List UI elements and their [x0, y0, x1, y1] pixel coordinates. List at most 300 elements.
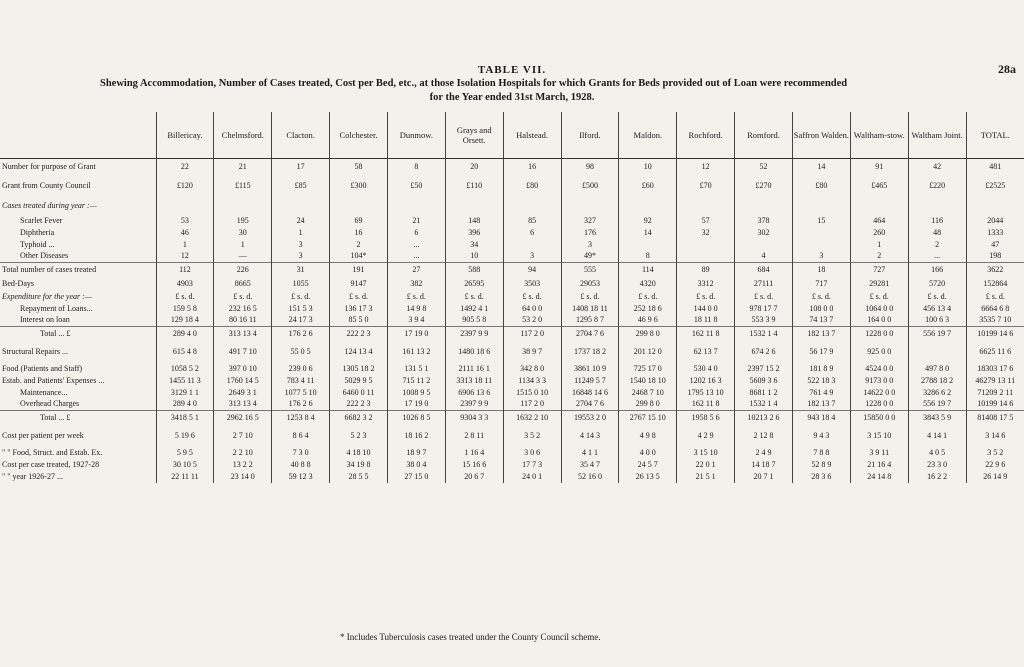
- table-header-row: [0, 112, 1024, 159]
- table-cell: 11249 5 7: [561, 375, 619, 387]
- column-header: Chelmsford.: [214, 112, 272, 159]
- table-cell: 176 2 6: [272, 327, 330, 341]
- table-cell: 491 7 10: [214, 341, 272, 363]
- table-cell: £110: [445, 175, 503, 197]
- table-cell: 289 4 0: [156, 399, 214, 411]
- table-cell: £ s. d.: [214, 291, 272, 303]
- table-cell: 24 5 7: [619, 459, 677, 471]
- table-cell: 3622: [966, 263, 1024, 277]
- table-cell: 1737 18 2: [561, 341, 619, 363]
- column-header: Romford.: [735, 112, 793, 159]
- row-label: Scarlet Fever: [20, 215, 63, 225]
- table-cell: 260: [850, 227, 908, 239]
- table-cell: 3: [503, 251, 561, 263]
- table-cell: 108 0 0: [792, 303, 850, 315]
- table-cell: 46279 13 11: [966, 375, 1024, 387]
- table-cell: 5 19 6: [156, 425, 214, 447]
- table-cell: 22 11 11: [156, 471, 214, 483]
- row-label: Total ... £: [0, 327, 156, 341]
- table-cell: 925 0 0: [850, 341, 908, 363]
- table-cell: 35 4 7: [561, 459, 619, 471]
- table-cell: 252 18 6: [619, 303, 677, 315]
- table-cell: £ s. d.: [387, 291, 445, 303]
- table-cell: 4 9 8: [619, 425, 677, 447]
- table-cell: 1632 2 10: [503, 411, 561, 425]
- table-cell: 9173 0 0: [850, 375, 908, 387]
- row-label: Interest on loan: [20, 315, 70, 325]
- table-cell: 1008 9 5: [387, 387, 445, 399]
- table-cell: 47: [966, 239, 1024, 251]
- table-cell: £ s. d.: [272, 291, 330, 303]
- table-cell: 20 7 1: [735, 471, 793, 483]
- table-cell: 15850 0 0: [850, 411, 908, 425]
- table-cell: 24 14 8: [850, 471, 908, 483]
- column-header: Grays and Orsett.: [445, 112, 503, 159]
- table-cell: 59 12 3: [272, 471, 330, 483]
- table-cell: 74 13 7: [792, 315, 850, 327]
- table-cell: 26595: [445, 277, 503, 291]
- table-cell: 91: [850, 159, 908, 175]
- table-cell: 23 14 0: [214, 471, 272, 483]
- table-cell: 57: [677, 215, 735, 227]
- table-cell: 198: [966, 251, 1024, 263]
- table-cell: 1455 11 3: [156, 375, 214, 387]
- table-cell: 17 19 0: [387, 327, 445, 341]
- table-cell: 81408 17 5: [966, 411, 1024, 425]
- table-cell: 26 14 9: [966, 471, 1024, 483]
- table-cell: 117 2 0: [503, 327, 561, 341]
- table-row: [0, 251, 1024, 263]
- table-cell: £80: [503, 175, 561, 197]
- table-cell: 15: [792, 215, 850, 227]
- row-label: Cases treated during year :—: [2, 200, 97, 210]
- table-cell: [735, 239, 793, 251]
- table-cell: 6460 0 11: [330, 387, 388, 399]
- table-cell: 1408 18 11: [561, 303, 619, 315]
- table-cell: 12: [156, 251, 214, 263]
- table-cell: 717: [792, 277, 850, 291]
- table-cell: £ s. d.: [619, 291, 677, 303]
- table-cell: £ s. d.: [156, 291, 214, 303]
- table-cell: 24: [272, 215, 330, 227]
- row-label: Repayment of Loans...: [20, 303, 93, 313]
- table-cell: 17 19 0: [387, 399, 445, 411]
- row-label: Food (Patients and Staff): [2, 363, 83, 373]
- table-row: [0, 387, 1024, 399]
- table-cell: 48: [908, 227, 966, 239]
- table-cell: 9 4 3: [792, 425, 850, 447]
- table-cell: 116: [908, 215, 966, 227]
- table-cell: [792, 239, 850, 251]
- row-label: Typhoid ...: [20, 239, 55, 249]
- table-cell: 2788 18 2: [908, 375, 966, 387]
- table-cell: 10213 2 6: [735, 411, 793, 425]
- page-number: 28a: [998, 62, 1016, 76]
- table-cell: 3: [272, 239, 330, 251]
- table-cell: 4 18 10: [330, 447, 388, 459]
- table-cell: 725 17 0: [619, 363, 677, 375]
- table-cell: 18 9 7: [387, 447, 445, 459]
- row-label: " " year 1926-27 ...: [2, 471, 63, 481]
- table-cell: £ s. d.: [561, 291, 619, 303]
- table-cell: 3503: [503, 277, 561, 291]
- table-cell: [156, 197, 214, 215]
- table-cell: 114: [619, 263, 677, 277]
- column-header: Halstead.: [503, 112, 561, 159]
- table-cell: 313 13 4: [214, 327, 272, 341]
- table-cell: 181 8 9: [792, 363, 850, 375]
- column-header: Clacton.: [272, 112, 330, 159]
- table-cell: 14 18 7: [735, 459, 793, 471]
- table-cell: 313 13 4: [214, 399, 272, 411]
- column-header: Saffron Walden.: [792, 112, 850, 159]
- table-cell: [330, 197, 388, 215]
- table-cell: 1058 5 2: [156, 363, 214, 375]
- table-cell: 1064 0 0: [850, 303, 908, 315]
- table-cell: 13 2 2: [214, 459, 272, 471]
- table-cell: 6: [503, 227, 561, 239]
- table-row: [0, 197, 1024, 215]
- row-label: Total number of cases treated: [0, 263, 156, 277]
- table-cell: 556 19 7: [908, 399, 966, 411]
- table-cell: 555: [561, 263, 619, 277]
- table-cell: 6: [387, 227, 445, 239]
- column-header: TOTAL.: [966, 112, 1024, 159]
- table-cell: 21: [387, 215, 445, 227]
- table-cell: 201 12 0: [619, 341, 677, 363]
- row-label: Grant from County Council: [2, 180, 91, 190]
- table-cell: 17: [272, 159, 330, 175]
- table-cell: 22 9 6: [966, 459, 1024, 471]
- table-cell: 3 5 2: [503, 425, 561, 447]
- table-cell: 92: [619, 215, 677, 227]
- table-cell: 3861 10 9: [561, 363, 619, 375]
- table-cell: 34 19 8: [330, 459, 388, 471]
- table-cell: 182 13 7: [792, 327, 850, 341]
- table-cell: £ s. d.: [677, 291, 735, 303]
- table-cell: ...: [387, 251, 445, 263]
- table-cell: 152864: [966, 277, 1024, 291]
- column-header: Billericay.: [156, 112, 214, 159]
- table-cell: 2397 15 2: [735, 363, 793, 375]
- table-cell: 1228 0 0: [850, 399, 908, 411]
- table-cell: [677, 251, 735, 263]
- table-cell: 222 2 3: [330, 327, 388, 341]
- table-cell: 456 13 4: [908, 303, 966, 315]
- table-cell: £85: [272, 175, 330, 197]
- table-cell: 978 17 7: [735, 303, 793, 315]
- table-cell: 144 0 0: [677, 303, 735, 315]
- table-cell: 2468 7 10: [619, 387, 677, 399]
- table-cell: 20 6 7: [445, 471, 503, 483]
- table-cell: 6906 13 6: [445, 387, 503, 399]
- table-row: [0, 227, 1024, 239]
- table-cell: 5 2 3: [330, 425, 388, 447]
- table-cell: 22: [156, 159, 214, 175]
- table-cell: 131 5 1: [387, 363, 445, 375]
- table-cell: £ s. d.: [850, 291, 908, 303]
- table-cell: 182 13 7: [792, 399, 850, 411]
- table-cell: 56 17 9: [792, 341, 850, 363]
- table-cell: 2 12 8: [735, 425, 793, 447]
- table-cell: £270: [735, 175, 793, 197]
- row-label: Diphtheria: [20, 227, 55, 237]
- column-header: Colchester.: [330, 112, 388, 159]
- table-cell: £300: [330, 175, 388, 197]
- table-cell: 162 11 8: [677, 327, 735, 341]
- table-cell: [561, 197, 619, 215]
- table-cell: [387, 197, 445, 215]
- table-cell: 327: [561, 215, 619, 227]
- column-header: Waltham Joint.: [908, 112, 966, 159]
- table-subtitle-line1: Shewing Accommodation, Number of Cases treated, Cost per Bed, etc., at those Isolation Hospitals for which Grants for Beds provided out of Loan were recommended: [100, 78, 848, 89]
- table-cell: 10199 14 6: [966, 327, 1024, 341]
- table-cell: 2704 7 6: [561, 399, 619, 411]
- table-cell: 85: [503, 215, 561, 227]
- table-cell: 3 9 11: [850, 447, 908, 459]
- table-cell: 15 16 6: [445, 459, 503, 471]
- table-cell: 22 0 1: [677, 459, 735, 471]
- table-cell: 1026 8 5: [387, 411, 445, 425]
- table-cell: 1480 18 6: [445, 341, 503, 363]
- table-cell: 1532 1 4: [735, 399, 793, 411]
- table-cell: 176 2 6: [272, 399, 330, 411]
- table-cell: 5029 9 5: [330, 375, 388, 387]
- table-cell: 481: [966, 159, 1024, 175]
- table-row: [0, 375, 1024, 387]
- table-cell: 4903: [156, 277, 214, 291]
- table-cell: [850, 197, 908, 215]
- table-cell: 4524 0 0: [850, 363, 908, 375]
- table-cell: 27 15 0: [387, 471, 445, 483]
- table-cell: 5 9 5: [156, 447, 214, 459]
- table-cell: 24 17 3: [272, 315, 330, 327]
- table-cell: 162 11 8: [677, 399, 735, 411]
- table-cell: 378: [735, 215, 793, 227]
- row-label: Estab. and Patients' Expenses ...: [2, 375, 105, 385]
- row-label: Other Diseases: [20, 251, 69, 261]
- table-cell: 8: [619, 251, 677, 263]
- table-cell: 2: [850, 251, 908, 263]
- table-cell: 18: [792, 263, 850, 277]
- table-cell: 14: [792, 159, 850, 175]
- table-cell: 71209 2 11: [966, 387, 1024, 399]
- table-cell: 1055: [272, 277, 330, 291]
- table-cell: 20: [445, 159, 503, 175]
- table-cell: 46: [156, 227, 214, 239]
- table-cell: £80: [792, 175, 850, 197]
- table-subtitle-line2: for the Year ended 31st March, 1928.: [429, 92, 595, 103]
- table-cell: 129 18 4: [156, 315, 214, 327]
- table-cell: 1305 18 2: [330, 363, 388, 375]
- table-cell: 52: [735, 159, 793, 175]
- table-cell: [735, 197, 793, 215]
- table-cell: 27: [387, 263, 445, 277]
- table-cell: 46 9 6: [619, 315, 677, 327]
- header-blank: [0, 112, 156, 159]
- table-cell: 12: [677, 159, 735, 175]
- table-cell: 1228 0 0: [850, 327, 908, 341]
- table-cell: [445, 197, 503, 215]
- table-cell: 1253 8 4: [272, 411, 330, 425]
- table-cell: 53: [156, 215, 214, 227]
- table-cell: 29053: [561, 277, 619, 291]
- column-header: Waltham-stow.: [850, 112, 908, 159]
- table-cell: 3129 1 1: [156, 387, 214, 399]
- table-cell: 553 3 9: [735, 315, 793, 327]
- table-cell: 1295 8 7: [561, 315, 619, 327]
- table-cell: 30 10 5: [156, 459, 214, 471]
- table-cell: 14: [619, 227, 677, 239]
- table-cell: £465: [850, 175, 908, 197]
- table-cell: 28 3 6: [792, 471, 850, 483]
- table-cell: 530 4 0: [677, 363, 735, 375]
- table-cell: 176: [561, 227, 619, 239]
- table-cell: 30: [214, 227, 272, 239]
- table-cell: 164 0 0: [850, 315, 908, 327]
- table-cell: 52 8 9: [792, 459, 850, 471]
- table-cell: £ s. d.: [330, 291, 388, 303]
- table-cell: 1: [272, 227, 330, 239]
- table-cell: 18303 17 6: [966, 363, 1024, 375]
- table-row: [0, 363, 1024, 375]
- table-cell: 3 15 10: [850, 425, 908, 447]
- table-cell: 112: [156, 263, 214, 277]
- table-cell: 2 2 10: [214, 447, 272, 459]
- table-cell: 5720: [908, 277, 966, 291]
- table-cell: 10: [445, 251, 503, 263]
- table-row: [0, 277, 1024, 291]
- table-cell: 4 14 1: [908, 425, 966, 447]
- table-cell: 3: [561, 239, 619, 251]
- table-cell: 148: [445, 215, 503, 227]
- table-cell: 19553 2 0: [561, 411, 619, 425]
- table-cell: 18 16 2: [387, 425, 445, 447]
- table-cell: [792, 197, 850, 215]
- table-cell: 8665: [214, 277, 272, 291]
- table-cell: 5609 3 6: [735, 375, 793, 387]
- table-cell: 28 5 5: [330, 471, 388, 483]
- table-cell: 7 8 8: [792, 447, 850, 459]
- table-cell: [214, 197, 272, 215]
- table-cell: 151 5 3: [272, 303, 330, 315]
- table-cell: 3312: [677, 277, 735, 291]
- table-cell: 9304 3 3: [445, 411, 503, 425]
- table-row: [0, 411, 1024, 425]
- table-cell: 1760 14 5: [214, 375, 272, 387]
- row-label: " " Food, Struct. and Estab. Ex.: [2, 447, 103, 457]
- table-cell: 85 5 0: [330, 315, 388, 327]
- footnote: * Includes Tuberculosis cases treated under the County Council scheme.: [340, 632, 601, 642]
- column-header: Rochford.: [677, 112, 735, 159]
- table-cell: £50: [387, 175, 445, 197]
- table-cell: 64 0 0: [503, 303, 561, 315]
- table-title: TABLE VII.: [477, 64, 547, 76]
- table-cell: 299 8 0: [619, 399, 677, 411]
- table-cell: 32: [677, 227, 735, 239]
- row-label: Number for purpose of Grant: [2, 161, 96, 171]
- table-cell: 2767 15 10: [619, 411, 677, 425]
- table-cell: 3: [272, 251, 330, 263]
- table-cell: 4 0 5: [908, 447, 966, 459]
- table-cell: 7 3 0: [272, 447, 330, 459]
- table-cell: 2 7 10: [214, 425, 272, 447]
- table-cell: 98: [561, 159, 619, 175]
- table-cell: 24 0 1: [503, 471, 561, 483]
- table-cell: 21 16 4: [850, 459, 908, 471]
- table-cell: 166: [908, 263, 966, 277]
- column-header: Maldon.: [619, 112, 677, 159]
- table-cell: 4: [735, 251, 793, 263]
- table-cell: 6664 6 8: [966, 303, 1024, 315]
- table-row: [0, 341, 1024, 363]
- table-cell: 226: [214, 263, 272, 277]
- table-cell: 761 4 9: [792, 387, 850, 399]
- table-cell: 38 0 4: [387, 459, 445, 471]
- table-cell: 239 0 6: [272, 363, 330, 375]
- table-cell: 10: [619, 159, 677, 175]
- table-cell: 53 2 0: [503, 315, 561, 327]
- table-cell: 1: [156, 239, 214, 251]
- table-cell: 42: [908, 159, 966, 175]
- table-cell: 52 16 0: [561, 471, 619, 483]
- table-cell: 62 13 7: [677, 341, 735, 363]
- table-cell: 3 5 2: [966, 447, 1024, 459]
- table-cell: 522 18 3: [792, 375, 850, 387]
- table-cell: ...: [908, 251, 966, 263]
- table-cell: £ s. d.: [966, 291, 1024, 303]
- table-row: [0, 327, 1024, 341]
- table-cell: [272, 197, 330, 215]
- table-cell: 4 14 3: [561, 425, 619, 447]
- table-cell: 1 16 4: [445, 447, 503, 459]
- table-row: [0, 215, 1024, 227]
- table-cell: 1532 1 4: [735, 327, 793, 341]
- table-cell: 2649 3 1: [214, 387, 272, 399]
- table-cell: 905 5 8: [445, 315, 503, 327]
- table-cell: 3 14 6: [966, 425, 1024, 447]
- table-cell: 3418 5 1: [156, 411, 214, 425]
- table-cell: 342 8 0: [503, 363, 561, 375]
- table-row: [0, 399, 1024, 411]
- table-cell: 6682 3 2: [330, 411, 388, 425]
- table-cell: 117 2 0: [503, 399, 561, 411]
- table-cell: 727: [850, 263, 908, 277]
- table-cell: 8 6 4: [272, 425, 330, 447]
- row-label: Bed-Days: [2, 278, 34, 288]
- table-cell: [503, 197, 561, 215]
- table-row: [0, 291, 1024, 303]
- table-row: [0, 471, 1024, 483]
- table-cell: 23 3 0: [908, 459, 966, 471]
- table-cell: 31: [272, 263, 330, 277]
- table-cell: 382: [387, 277, 445, 291]
- table-cell: 1: [214, 239, 272, 251]
- table-cell: 89: [677, 263, 735, 277]
- table-cell: 17 7 3: [503, 459, 561, 471]
- table-cell: 26 13 5: [619, 471, 677, 483]
- table-cell: 302: [735, 227, 793, 239]
- table-cell: £220: [908, 175, 966, 197]
- table-cell: 2: [908, 239, 966, 251]
- table-cell: 4 0 0: [619, 447, 677, 459]
- table-cell: £2525: [966, 175, 1024, 197]
- table-cell: 1202 16 3: [677, 375, 735, 387]
- table-cell: 2962 16 5: [214, 411, 272, 425]
- table-cell: 4320: [619, 277, 677, 291]
- table-cell: 21: [214, 159, 272, 175]
- table-cell: 674 2 6: [735, 341, 793, 363]
